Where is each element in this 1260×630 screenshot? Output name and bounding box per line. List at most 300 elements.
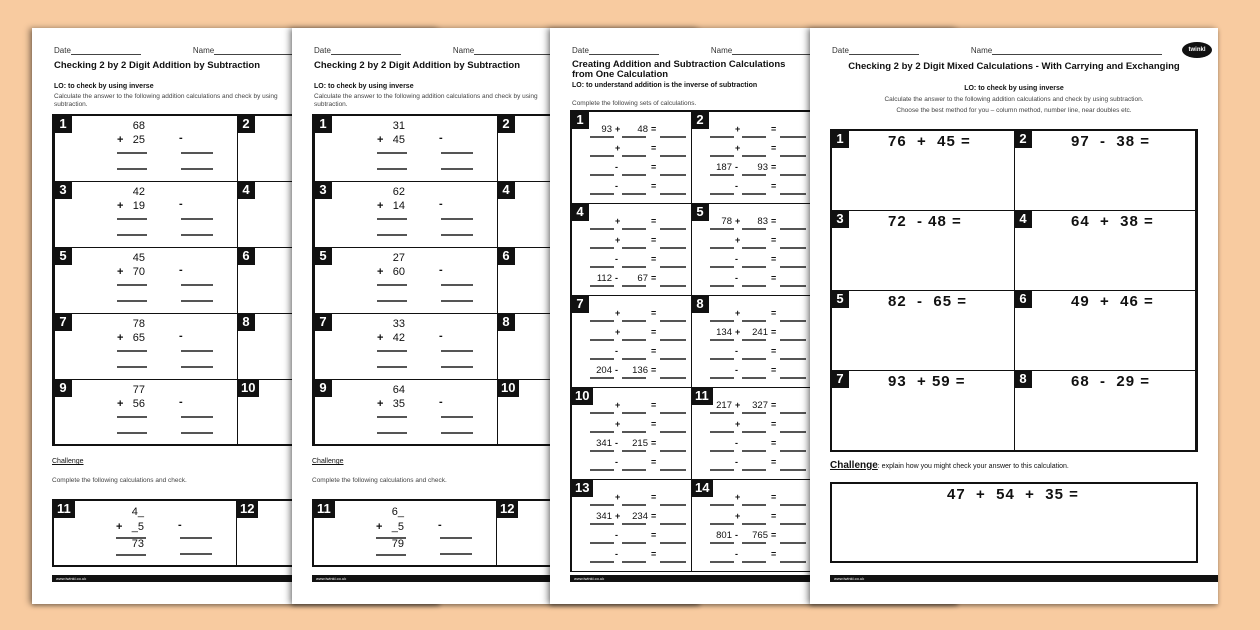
problem-cell <box>54 379 238 446</box>
given-number-2: 215 <box>632 438 648 449</box>
equals-sign: = <box>651 124 657 134</box>
second-addend: 35 <box>392 398 405 410</box>
problem-number-badge: 6 <box>237 247 255 265</box>
problem-number-badge: 1 <box>831 130 849 148</box>
equals-sign: = <box>771 273 777 283</box>
given-number-2: 765 <box>752 530 768 541</box>
equals-sign: = <box>651 308 657 318</box>
answer-line <box>710 377 734 379</box>
first-addend: 68 <box>132 120 145 132</box>
challenge-box <box>830 482 1198 563</box>
answer-line <box>622 377 646 379</box>
minus-sign: - <box>439 330 443 342</box>
answer-line <box>742 358 766 360</box>
date-line <box>71 46 141 55</box>
date-name-header <box>572 46 822 55</box>
answer-line <box>710 469 734 471</box>
operator-sign: + <box>735 143 741 153</box>
problem-cell <box>691 295 812 388</box>
name-label: Name <box>192 46 215 55</box>
equals-sign: = <box>771 457 777 467</box>
given-number-1: 204 <box>596 365 612 376</box>
answer-line <box>742 285 766 287</box>
equals-sign: = <box>771 492 777 502</box>
problem-cell <box>571 203 692 296</box>
answer-line <box>710 431 734 433</box>
problem-number-badge: 7 <box>831 370 849 388</box>
plus-sign: + <box>377 332 384 344</box>
answer-line <box>710 450 734 452</box>
operator-sign: - <box>615 273 618 283</box>
answer-line <box>622 450 646 452</box>
problem-cell <box>314 181 498 248</box>
operator-sign: + <box>615 492 621 502</box>
answer-line <box>117 366 147 368</box>
answer-line <box>780 155 806 157</box>
problem-number-badge: 4 <box>497 181 515 199</box>
problem-cell <box>571 295 692 388</box>
operator-sign: - <box>735 530 738 540</box>
operator-sign: + <box>615 511 621 521</box>
answer-line <box>440 553 472 555</box>
problem-number-badge: 13 <box>571 479 593 497</box>
answer-line <box>590 285 614 287</box>
problem-cell <box>1014 290 1196 371</box>
minus-sign: - <box>438 519 442 531</box>
operator-sign: + <box>615 216 621 226</box>
answer-line <box>780 358 806 360</box>
problem-number-badge: 10 <box>497 379 519 397</box>
equals-sign: = <box>771 254 777 264</box>
given-number-1: 134 <box>716 327 732 338</box>
answer-line <box>441 416 473 418</box>
equals-sign: = <box>651 181 657 191</box>
equals-sign: = <box>771 124 777 134</box>
first-addend: 77 <box>132 384 145 396</box>
answer-line <box>780 193 806 195</box>
operator-sign: + <box>615 143 621 153</box>
minus-sign: - <box>178 519 182 531</box>
plus-sign: + <box>117 398 124 410</box>
problem-cell <box>831 290 1015 371</box>
answer-line <box>590 266 614 268</box>
given-number-2: 241 <box>752 327 768 338</box>
answer-line <box>441 234 473 236</box>
answer-line <box>710 174 734 176</box>
footer-bar: www.twinkl.co.uk <box>570 575 958 582</box>
answer-line <box>590 174 614 176</box>
answer-line <box>660 155 686 157</box>
operator-sign: - <box>735 549 738 559</box>
answer-line <box>441 284 473 286</box>
problem-number-badge: 3 <box>314 181 332 199</box>
problem-cell <box>314 379 498 446</box>
second-addend: 60 <box>392 266 405 278</box>
answer-line <box>780 469 806 471</box>
instructions: Calculate the answer to the following addition calculations and check by using subtraction. <box>314 93 538 108</box>
answer-line <box>742 450 766 452</box>
problem-grid <box>830 129 1198 452</box>
first-addend: 78 <box>132 318 145 330</box>
name-label: Name <box>710 46 733 55</box>
answer-line <box>622 561 646 563</box>
minus-sign: - <box>179 198 183 210</box>
date-line <box>331 46 401 55</box>
answer-line <box>622 193 646 195</box>
equals-sign: = <box>651 530 657 540</box>
answer-line <box>780 412 806 414</box>
learning-objective: LO: to check by using inverse <box>54 83 154 90</box>
answer-line <box>622 228 646 230</box>
minus-sign: - <box>179 132 183 144</box>
equals-sign: = <box>651 273 657 283</box>
answer-line <box>377 234 407 236</box>
problem-number-badge: 2 <box>497 115 515 133</box>
problem-expression: 93 + 59 = <box>888 373 966 390</box>
answer-line <box>780 377 806 379</box>
answer-line <box>377 168 407 170</box>
operator-sign: - <box>735 346 738 356</box>
answer-line <box>590 136 614 138</box>
minus-sign: - <box>179 264 183 276</box>
problem-cell <box>831 210 1015 291</box>
given-number-2: 327 <box>752 400 768 411</box>
problem-number-badge: 1 <box>54 115 72 133</box>
answer-line <box>622 266 646 268</box>
plus-sign: + <box>117 134 124 146</box>
answer-line <box>742 193 766 195</box>
problem-number-badge: 8 <box>691 295 709 313</box>
answer-line <box>742 228 766 230</box>
problem-number-badge: 10 <box>237 379 259 397</box>
answer-line <box>710 523 734 525</box>
problem-number-badge: 7 <box>314 313 332 331</box>
learning-objective: LO: to understand addition is the inverse of subtraction <box>572 82 758 89</box>
answer-line <box>590 339 614 341</box>
equals-sign: = <box>651 492 657 502</box>
problem-cell <box>571 479 692 572</box>
equals-sign: = <box>651 254 657 264</box>
given-number-2: 136 <box>632 365 648 376</box>
second-addend: 42 <box>392 332 405 344</box>
answer-line <box>660 266 686 268</box>
operator-sign: - <box>735 254 738 264</box>
answer-line <box>377 284 407 286</box>
date-label: Date <box>314 46 331 55</box>
answer-line <box>117 284 147 286</box>
equals-sign: = <box>771 143 777 153</box>
answer-line <box>377 416 407 418</box>
plus-sign: + <box>117 332 124 344</box>
problem-number-badge: 9 <box>54 379 72 397</box>
answer-line <box>660 285 686 287</box>
equals-sign: = <box>651 235 657 245</box>
challenge-label: Challenge <box>312 458 344 465</box>
answer-line <box>622 469 646 471</box>
problem-cell <box>831 130 1015 211</box>
answer-line <box>660 469 686 471</box>
problem-cell <box>571 387 692 480</box>
equals-sign: = <box>651 327 657 337</box>
challenge-instructions: : explain how you might check your answer to this calculation. <box>877 463 1069 470</box>
answer-line <box>780 174 806 176</box>
answer-line <box>660 542 686 544</box>
given-number-2: 234 <box>632 511 648 522</box>
problem-number-badge: 10 <box>571 387 593 405</box>
problem-expression: 64 + 38 = <box>1071 213 1154 230</box>
answer-line <box>441 350 473 352</box>
given-number-2: 93 <box>757 162 768 173</box>
operator-sign: + <box>615 235 621 245</box>
challenge-label: Challenge <box>52 458 84 465</box>
answer-line <box>440 537 472 539</box>
second-addend: 14 <box>392 200 405 212</box>
answer-line <box>622 285 646 287</box>
given-number-1: 78 <box>721 216 732 227</box>
answer-line <box>117 350 147 352</box>
answer-line <box>660 339 686 341</box>
answer-line <box>377 350 407 352</box>
first-addend: 42 <box>132 186 145 198</box>
first-addend: 31 <box>392 120 405 132</box>
answer-line <box>590 377 614 379</box>
problem-expression: 82 - 65 = <box>888 293 967 310</box>
answer-line <box>377 366 407 368</box>
answer-line <box>710 504 734 506</box>
challenge-label: Challenge <box>830 460 878 471</box>
problem-cell <box>54 247 238 314</box>
problem-number-badge: 7 <box>54 313 72 331</box>
answer-line <box>780 339 806 341</box>
challenge-addend-1: 6_ <box>391 506 404 518</box>
answer-line <box>181 218 213 220</box>
operator-sign: - <box>615 549 618 559</box>
answer-line <box>590 228 614 230</box>
problem-number-badge: 7 <box>571 295 589 313</box>
problem-cell <box>314 115 498 182</box>
problem-cell <box>691 203 812 296</box>
challenge-instructions: Complete the following calculations and check. <box>312 477 447 484</box>
second-addend: 56 <box>132 398 145 410</box>
answer-line <box>780 247 806 249</box>
answer-line <box>117 432 147 434</box>
answer-line <box>181 432 213 434</box>
answer-line <box>660 358 686 360</box>
equals-sign: = <box>651 438 657 448</box>
equals-sign: = <box>771 346 777 356</box>
operator-sign: - <box>615 254 618 264</box>
worksheet-title: Checking 2 by 2 Digit Addition by Subtraction <box>54 60 261 71</box>
problem-cell <box>691 479 812 572</box>
problem-cell <box>691 387 812 480</box>
answer-line <box>710 193 734 195</box>
operator-sign: + <box>735 216 741 226</box>
answer-line <box>622 155 646 157</box>
answer-line <box>622 431 646 433</box>
answer-line <box>181 284 213 286</box>
answer-line <box>377 218 407 220</box>
worksheet-4 <box>810 28 1218 604</box>
problem-number-badge: 11 <box>691 387 713 405</box>
problem-number-badge: 2 <box>237 115 255 133</box>
operator-sign: - <box>615 365 618 375</box>
operator-sign: - <box>735 457 738 467</box>
given-number-2: 48 <box>637 124 648 135</box>
answer-line <box>742 561 766 563</box>
operator-sign: - <box>615 457 618 467</box>
answer-line <box>441 432 473 434</box>
answer-line <box>710 247 734 249</box>
minus-sign: - <box>439 264 443 276</box>
instructions: Complete the following sets of calculations. <box>572 100 697 107</box>
problem-number-badge: 4 <box>1014 210 1032 228</box>
answer-line <box>117 234 147 236</box>
answer-line <box>180 537 212 539</box>
answer-line <box>590 469 614 471</box>
equals-sign: = <box>651 549 657 559</box>
challenge-sum: 79 <box>391 538 404 550</box>
answer-line <box>590 358 614 360</box>
problem-number-badge: 2 <box>691 111 709 129</box>
date-label: Date <box>832 46 849 55</box>
answer-line <box>660 174 686 176</box>
answer-line <box>742 266 766 268</box>
answer-line <box>660 247 686 249</box>
operator-sign: + <box>735 235 741 245</box>
answer-line <box>660 320 686 322</box>
operator-sign: + <box>615 419 621 429</box>
problem-number-badge: 9 <box>314 379 332 397</box>
problem-cell <box>571 111 692 204</box>
answer-line <box>622 174 646 176</box>
answer-line <box>117 152 147 154</box>
equals-sign: = <box>771 419 777 429</box>
answer-line <box>181 168 213 170</box>
problem-expression: 72 - 48 = <box>888 213 962 230</box>
plus-sign: + <box>117 200 124 212</box>
learning-objective: LO: to check by using inverse <box>964 85 1064 92</box>
answer-line <box>742 377 766 379</box>
given-number-1: 217 <box>716 400 732 411</box>
equals-sign: = <box>651 400 657 410</box>
operator-sign: - <box>735 181 738 191</box>
worksheet-title: Checking 2 by 2 Digit Addition by Subtraction <box>314 60 521 71</box>
answer-line <box>780 228 806 230</box>
answer-line <box>590 542 614 544</box>
operator-sign: - <box>615 530 618 540</box>
problem-number-badge: 5 <box>54 247 72 265</box>
given-number-1: 341 <box>596 438 612 449</box>
answer-line <box>181 350 213 352</box>
problem-number-badge: 6 <box>497 247 515 265</box>
answer-line <box>780 136 806 138</box>
second-addend: 65 <box>132 332 145 344</box>
given-number-1: 187 <box>716 162 732 173</box>
plus-sign: + <box>377 398 384 410</box>
problem-expression: 49 + 46 = <box>1071 293 1154 310</box>
first-addend: 45 <box>132 252 145 264</box>
plus-sign: + <box>377 134 384 146</box>
operator-sign: - <box>615 346 618 356</box>
equals-sign: = <box>651 457 657 467</box>
answer-line <box>376 554 406 556</box>
equals-sign: = <box>771 365 777 375</box>
name-label: Name <box>970 46 993 55</box>
equals-sign: = <box>651 216 657 226</box>
problem-number-badge: 3 <box>54 181 72 199</box>
answer-line <box>742 469 766 471</box>
problem-number-badge: 5 <box>831 290 849 308</box>
twinkl-logo: twinkl <box>1182 42 1212 58</box>
problem-cell <box>314 247 498 314</box>
answer-line <box>660 193 686 195</box>
footer-bar: www.twinkl.co.uk <box>52 575 440 582</box>
problem-number-badge: 11 <box>313 500 335 518</box>
answer-line <box>660 136 686 138</box>
date-label: Date <box>54 46 71 55</box>
challenge-sum: 73 <box>131 538 144 550</box>
given-number-1: 341 <box>596 511 612 522</box>
equals-sign: = <box>771 216 777 226</box>
answer-line <box>622 412 646 414</box>
answer-line <box>710 542 734 544</box>
answer-line <box>181 234 213 236</box>
answer-line <box>622 247 646 249</box>
answer-line <box>710 412 734 414</box>
instructions: Calculate the answer to the following addition calculations and check by using subtraction. <box>54 93 278 108</box>
footer-bar: www.twinkl.co.uk <box>830 575 1218 582</box>
equals-sign: = <box>771 308 777 318</box>
problem-number-badge: 1 <box>314 115 332 133</box>
answer-line <box>622 504 646 506</box>
answer-line <box>117 168 147 170</box>
second-addend: 70 <box>132 266 145 278</box>
operator-sign: + <box>735 492 741 502</box>
second-addend: 25 <box>132 134 145 146</box>
answer-line <box>590 155 614 157</box>
answer-line <box>622 320 646 322</box>
answer-line <box>660 561 686 563</box>
answer-line <box>377 152 407 154</box>
date-name-header <box>832 46 1162 55</box>
answer-line <box>590 523 614 525</box>
answer-line <box>181 152 213 154</box>
operator-sign: + <box>735 400 741 410</box>
answer-line <box>710 320 734 322</box>
problem-cell <box>831 370 1015 451</box>
problem-cell <box>1014 130 1196 211</box>
name-label: Name <box>452 46 475 55</box>
problem-number-badge: 6 <box>1014 290 1032 308</box>
operator-sign: + <box>735 124 741 134</box>
answer-line <box>622 523 646 525</box>
minus-sign: - <box>179 396 183 408</box>
answer-line <box>780 542 806 544</box>
worksheet-title: Checking 2 by 2 Digit Mixed Calculations - With Carrying and Exchanging <box>848 61 1180 72</box>
equals-sign: = <box>771 400 777 410</box>
answer-line <box>780 320 806 322</box>
answer-line <box>590 320 614 322</box>
learning-objective: LO: to check by using inverse <box>314 83 414 90</box>
answer-line <box>742 412 766 414</box>
answer-line <box>660 431 686 433</box>
given-number-1: 801 <box>716 530 732 541</box>
plus-sign: + <box>117 266 124 278</box>
operator-sign: - <box>735 273 738 283</box>
minus-sign: - <box>439 132 443 144</box>
answer-line <box>660 412 686 414</box>
challenge-cell <box>313 500 497 566</box>
